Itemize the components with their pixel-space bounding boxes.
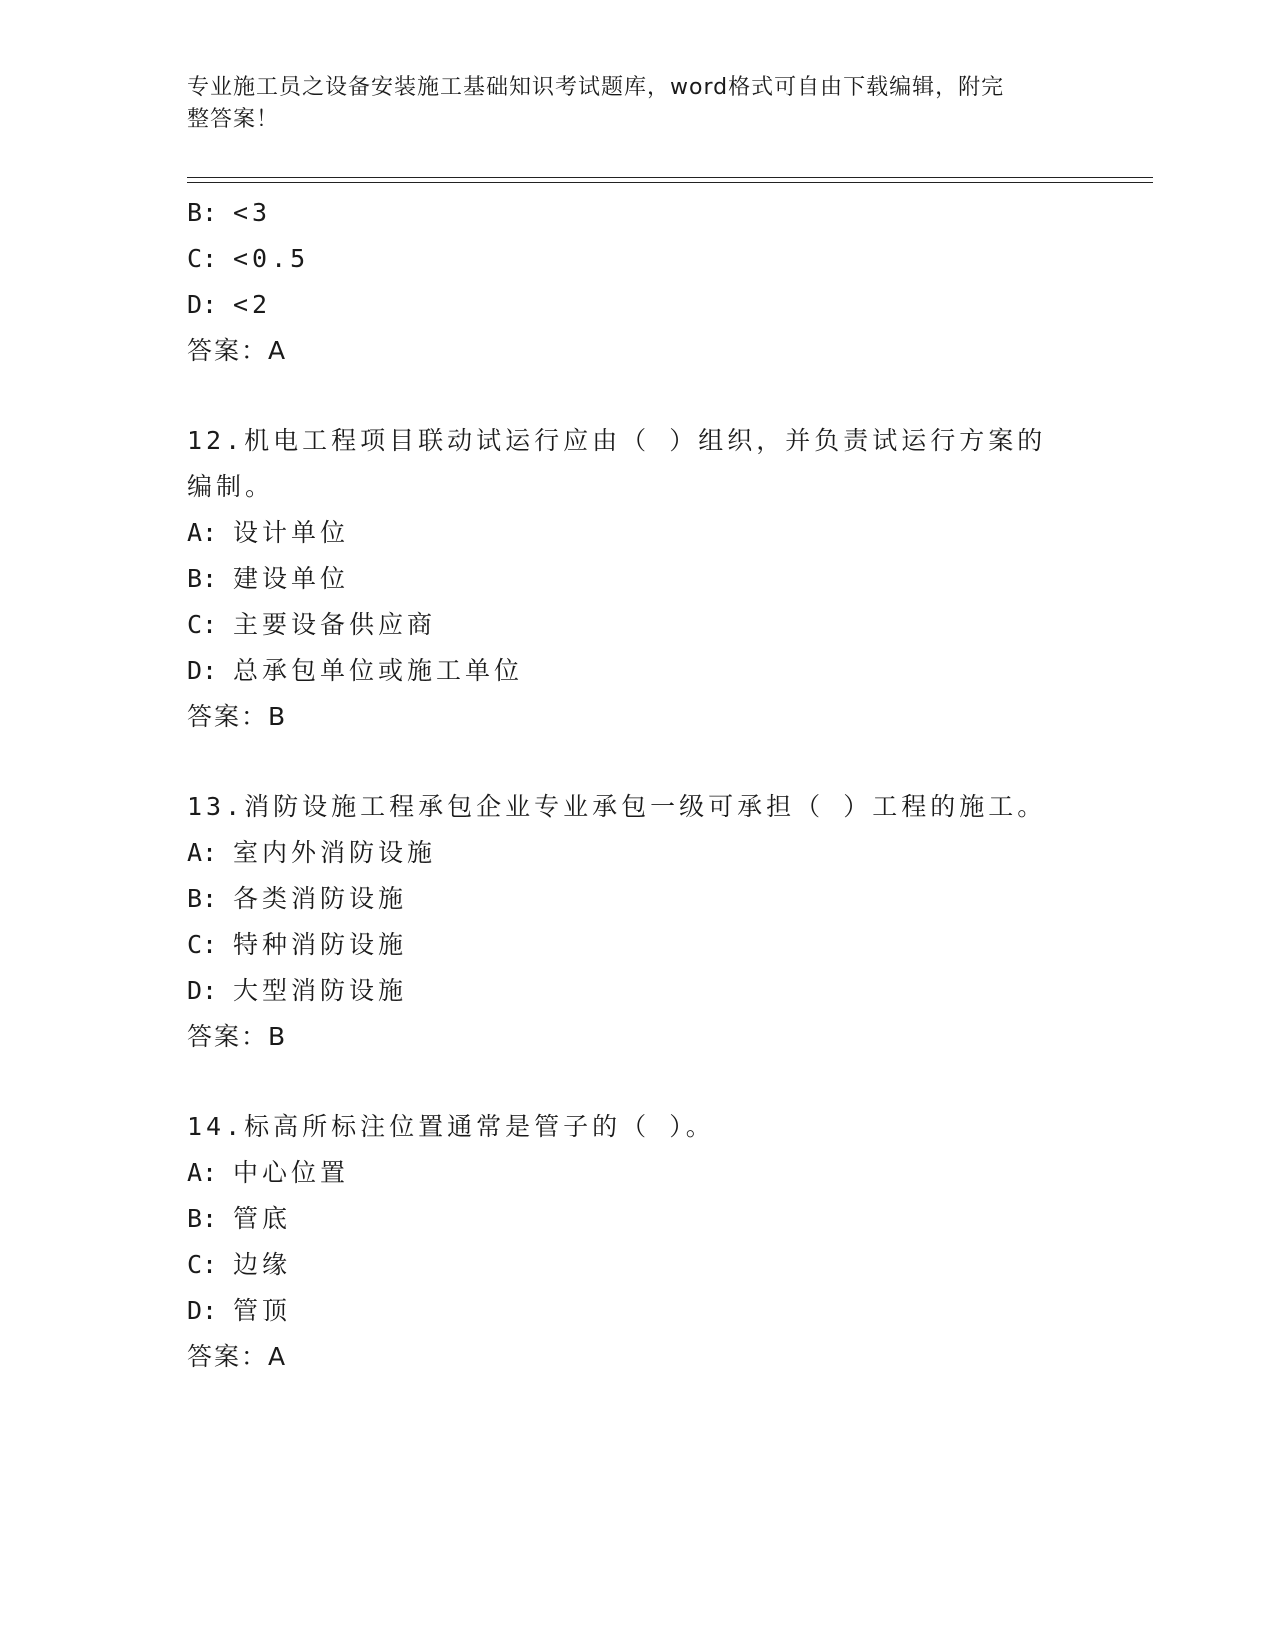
option-label: D:	[187, 290, 218, 319]
option-b	[187, 1196, 1087, 1242]
option-label: D:	[187, 976, 218, 1005]
header-title-line-1: 专业施工员之设备安装施工基础知识考试题库，word格式可自由下载编辑，附完	[187, 75, 1005, 100]
option-label: A:	[187, 1158, 218, 1187]
option-text: 管底	[233, 1204, 292, 1233]
header-divider-bottom	[187, 182, 1153, 183]
option-text: <3	[233, 198, 272, 227]
question-stem: 12.机电工程项目联动试运行应由（ ）组织，并负责试运行方案的编制。	[187, 426, 1047, 501]
option-c	[187, 922, 1087, 968]
option-label: C:	[187, 1250, 218, 1279]
header-divider-top	[187, 177, 1153, 178]
option-label: C:	[187, 244, 218, 273]
option-label: A:	[187, 518, 218, 547]
option-d	[187, 648, 1087, 694]
question-stem: 14.标高所标注位置通常是管子的（ ）。	[187, 1112, 715, 1141]
option-text: 特种消防设施	[233, 930, 408, 959]
option-c	[187, 602, 1087, 648]
answer-text: 答案：A	[187, 336, 288, 365]
option-label: B:	[187, 1204, 218, 1233]
option-a	[187, 830, 1087, 876]
answer-text: 答案：A	[187, 1342, 288, 1371]
option-a	[187, 510, 1087, 556]
question-list	[187, 190, 1087, 1380]
option-text: 边缘	[233, 1250, 292, 1279]
option-text: 设计单位	[233, 518, 350, 547]
option-text: 管顶	[233, 1296, 292, 1325]
option-c	[187, 1242, 1087, 1288]
option-text: <0.5	[233, 244, 310, 273]
question-14	[187, 1104, 1087, 1380]
option-label: B:	[187, 884, 218, 913]
question-12	[187, 418, 1087, 740]
option-d	[187, 968, 1087, 1014]
option-text: 主要设备供应商	[233, 610, 437, 639]
option-label: C:	[187, 930, 218, 959]
option-label: A:	[187, 838, 218, 867]
document-header	[187, 72, 1067, 136]
question-11-tail	[187, 190, 1087, 374]
option-d	[187, 1288, 1087, 1334]
option-d	[187, 282, 1087, 328]
option-label: D:	[187, 656, 218, 685]
question-13	[187, 784, 1087, 1060]
option-text: 各类消防设施	[233, 884, 408, 913]
option-label: B:	[187, 198, 218, 227]
option-a	[187, 1150, 1087, 1196]
option-label: C:	[187, 610, 218, 639]
option-c	[187, 236, 1087, 282]
header-title-line-2: 整答案！	[187, 107, 280, 132]
option-text: 室内外消防设施	[233, 838, 437, 867]
option-text: <2	[233, 290, 272, 319]
option-text: 总承包单位或施工单位	[233, 656, 524, 685]
option-b	[187, 876, 1087, 922]
option-text: 大型消防设施	[233, 976, 408, 1005]
answer-text: 答案：B	[187, 1022, 288, 1051]
option-b	[187, 556, 1087, 602]
question-stem: 13.消防设施工程承包企业专业承包一级可承担（ ）工程的施工。	[187, 792, 1047, 821]
option-text: 建设单位	[233, 564, 350, 593]
option-text: 中心位置	[233, 1158, 350, 1187]
option-label: D:	[187, 1296, 218, 1325]
answer-text: 答案：B	[187, 702, 288, 731]
option-b	[187, 190, 1087, 236]
option-label: B:	[187, 564, 218, 593]
